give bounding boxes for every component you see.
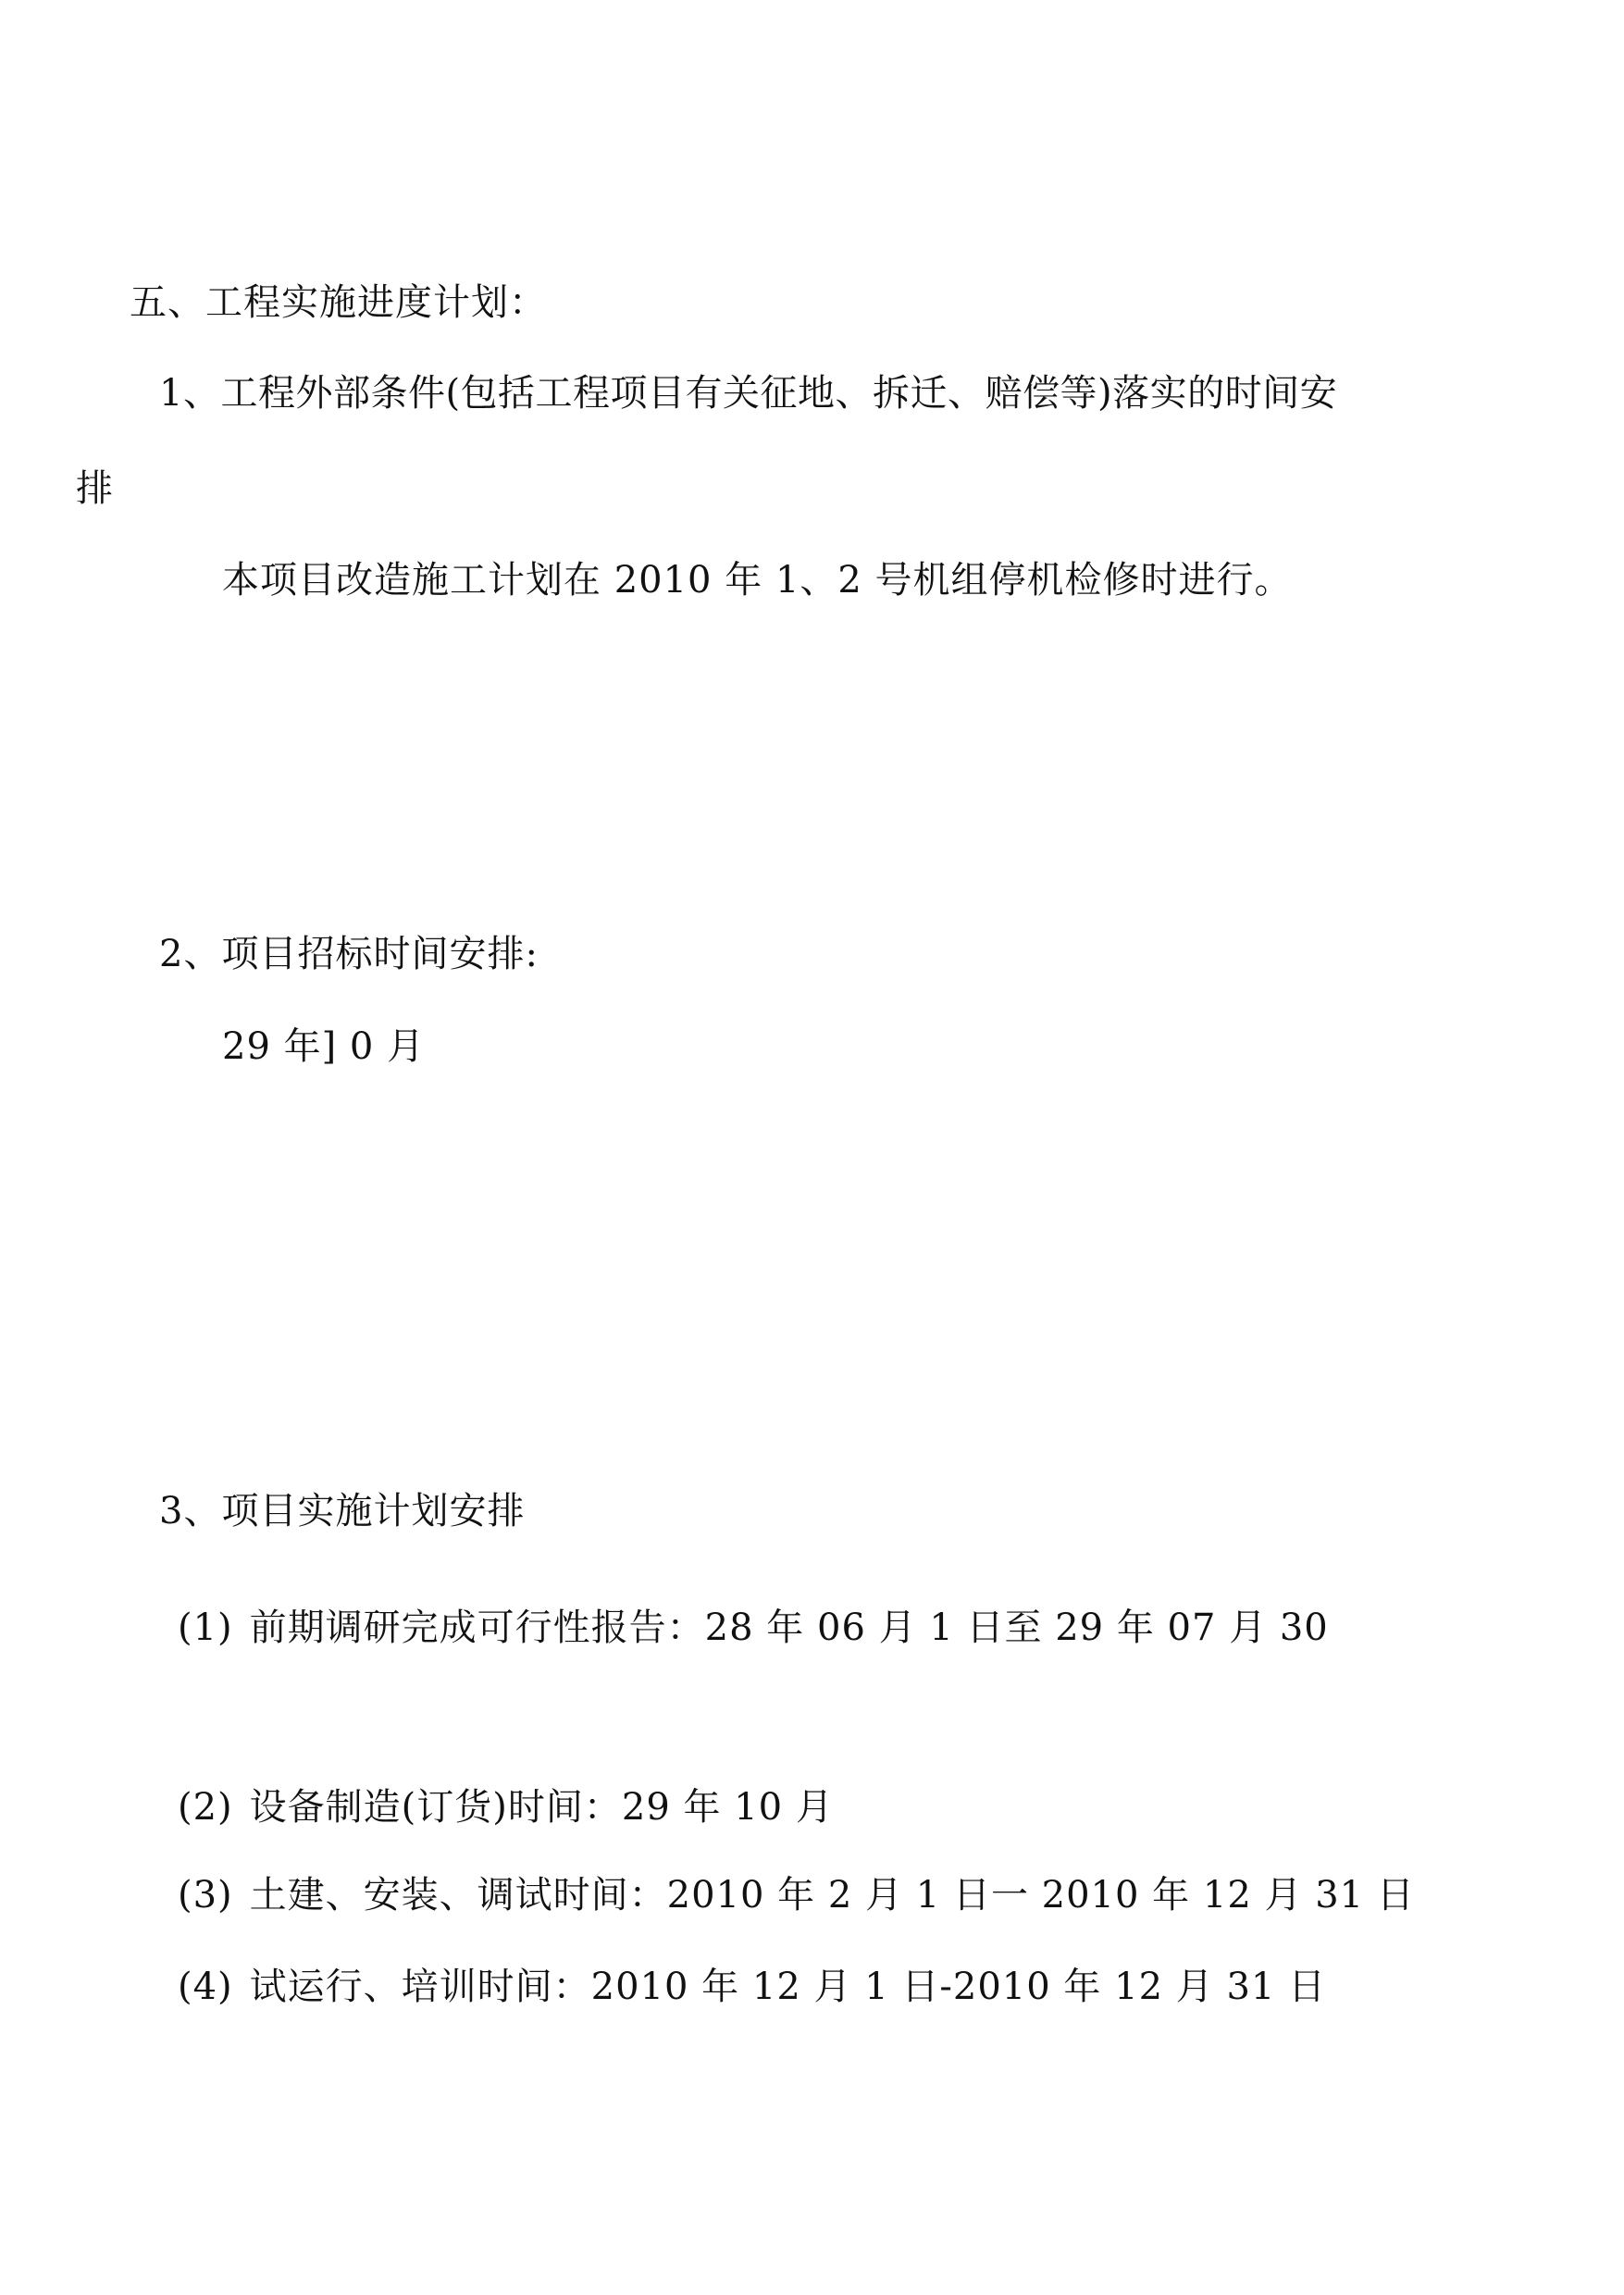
schedule-item-3	[178, 1874, 1415, 1917]
schedule-item-text: 试运行、培训时间：2010 年 12 月 1 日-2010 年 12 月 31 日	[249, 1966, 1327, 2008]
section-heading: 五、工程实施进度计划：	[130, 281, 547, 324]
item2-body: 29 年] 0 月	[222, 1025, 426, 1068]
item1-heading-continuation: 排	[76, 467, 114, 510]
item3-heading: 3、项目实施计划安排	[159, 1490, 526, 1532]
schedule-item-marker: (1)	[178, 1606, 233, 1649]
schedule-item-text: 前期调研完成可行性报告：28 年 06 月 1 日至 29 年 07 月 30	[249, 1606, 1329, 1649]
schedule-item-text: 土建、安装、调试时间：2010 年 2 月 1 日一 2010 年 12 月 31 日	[249, 1874, 1415, 1917]
schedule-item-4	[178, 1966, 1327, 2008]
schedule-item-marker: (3)	[178, 1874, 233, 1917]
schedule-item-marker: (4)	[178, 1966, 233, 2008]
item1-heading: 1、工程外部条件(包括工程项目有关征地、拆迁、赔偿等)落实的时间安	[159, 372, 1338, 415]
schedule-item-text: 设备制造(订货)时间：29 年 10 月	[249, 1786, 834, 1829]
item1-body: 本项目改造施工计划在 2010 年 1、2 号机组停机检修时进行。	[222, 559, 1293, 602]
schedule-item-2	[178, 1786, 834, 1829]
item2-heading: 2、项目招标时间安排:	[159, 933, 539, 975]
schedule-item-1	[178, 1606, 1329, 1649]
schedule-item-marker: (2)	[178, 1786, 233, 1829]
